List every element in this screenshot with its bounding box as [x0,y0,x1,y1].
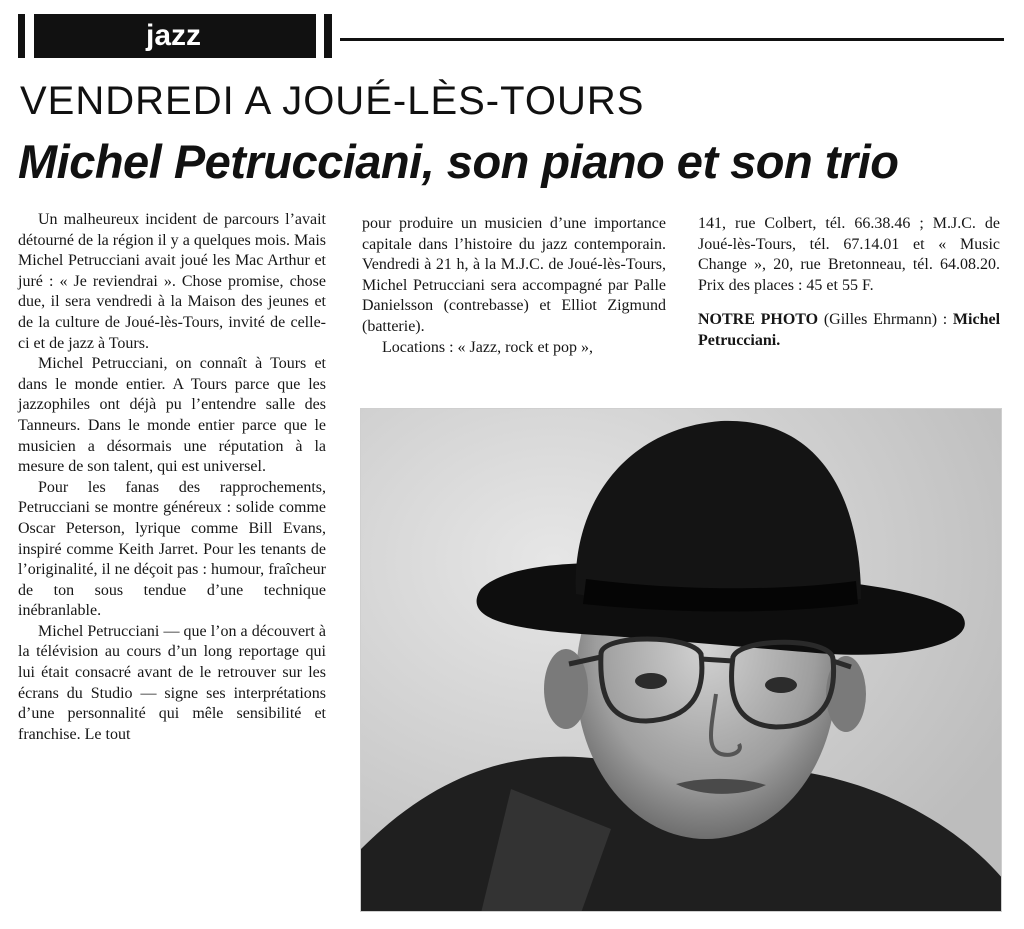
kicker-headline: VENDREDI A JOUÉ-LÈS-TOURS [20,79,645,123]
column-2-paragraph-1: pour produire un musicien d’une importance capitale dans l’histoire du jazz contemporain. Vendredi à 21 h, à la M.J.C. de Joué-lès-Tours, Michel Petrucciani sera accompagné par Palle Danielsson (contrebasse) et Elliot Zigmund (batterie). [362,215,666,335]
column-1-paragraph-4: Michel Petrucciani — que l’on a découvert à la télévision au cours d’un long reportage qui lui était consacré avant de le retrouver sur les écrans du Studio — signe ses interprétations d’une personnalité qui mêle sensibilité et franchise. Le tout [18,622,326,743]
rubric-label: jazz [34,14,316,58]
rubric-right-bar [324,14,332,58]
portrait-photo [360,408,1002,912]
main-headline: Michel Petrucciani, son piano et son trio [18,135,899,188]
caption-label: NOTRE PHOTO [698,311,819,329]
column-3-practical-info: 141, rue Colbert, tél. 66.38.46 ; M.J.C. de Joué-lès-Tours, tél. 67.14.01 et « Music Change », 20, rue Bretonneau, tél. 64.08.20. Prix des places : 45 et 55 F. [698,215,1000,294]
rubric-rule [340,38,1004,41]
column-1-paragraph-2: Michel Petrucciani, on connaît à Tours et dans le monde entier. A Tours parce que les jazzophiles ont déjà pu l’entendre salle des Tanneurs. Dans le monde entier parce que le musicien a désormais une réputation à la mesure de son talent, qui est universel. [18,355,326,476]
column-2-paragraph-2: Locations : « Jazz, rock et pop », [382,338,594,356]
article-column-3 [698,214,1000,352]
caption-subject: Michel Petrucciani. [698,311,1001,349]
rubric-left-bar [18,14,25,58]
article-column-1 [18,210,326,745]
column-1-paragraph-1: Un malheureux incident de parcours l’avait détourné de la région il y a quelques mois. Mais Michel Petrucciani avait joué les Mac Arthur et juré : « Je reviendrai ». Chose promise, chose due, il sera vendredi à la Maison des jeunes et de la culture de Joué-lès-Tours, invité de celle-ci et de jazz à Tours. [18,211,326,352]
section-rubric [18,14,1004,58]
photo-caption [698,310,1000,351]
article-column-2 [362,214,666,358]
column-1-paragraph-3: Pour les fanas des rapprochements, Petrucciani se montre généreux : solide comme Oscar Peterson, lyrique comme Bill Evans, inspiré comme Keith Jarret. Pour les tenants de l’originalité, il ne déçoit pas : humour, fraîcheur de ton sous tendue d’une technique inébranlable. [18,478,326,620]
caption-credit: (Gilles Ehrmann) : [818,311,953,329]
